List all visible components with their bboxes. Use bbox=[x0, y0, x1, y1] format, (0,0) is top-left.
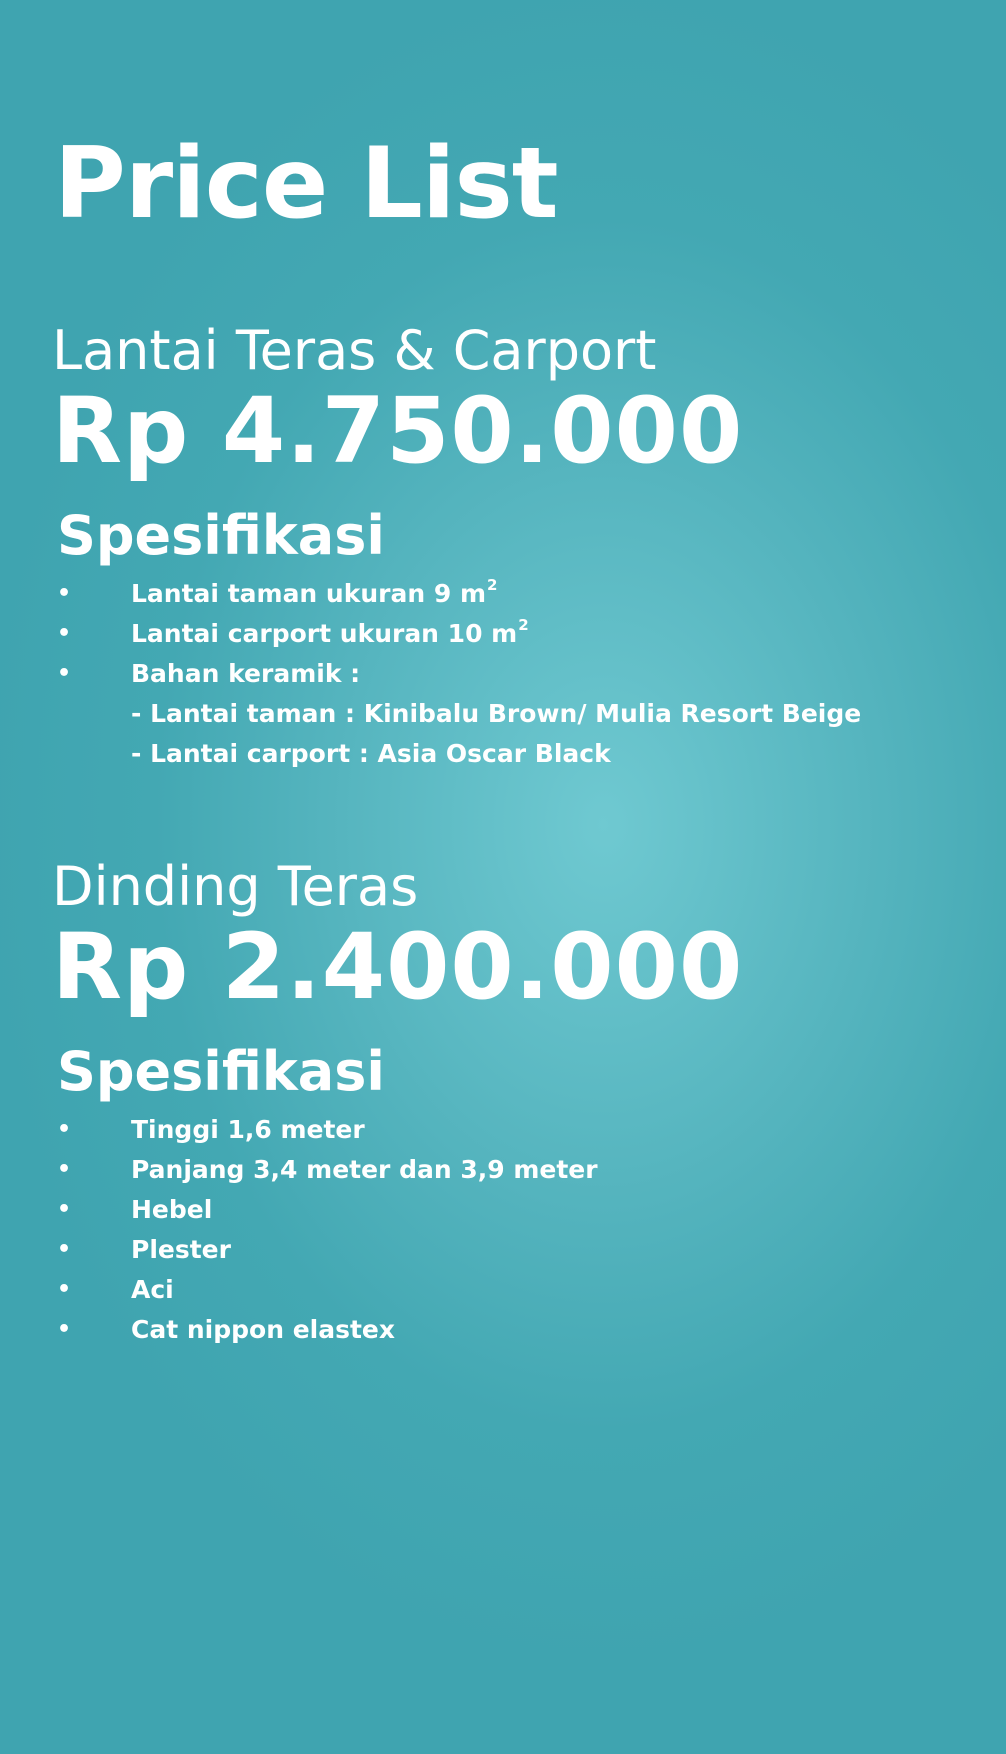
bullet-icon: • bbox=[57, 1197, 72, 1222]
bullet-icon: • bbox=[57, 1157, 72, 1182]
spec-item-label: Hebel bbox=[131, 1195, 213, 1224]
list-item bbox=[0, 1190, 1006, 1230]
spec-item-label: Cat nippon elastex bbox=[131, 1315, 396, 1344]
list-item bbox=[0, 1150, 1006, 1190]
spec-item-text bbox=[131, 614, 529, 657]
list-item bbox=[0, 1110, 1006, 1150]
list-item bbox=[0, 574, 1006, 614]
section-title: Lantai Teras & Carport bbox=[52, 319, 657, 382]
bullet-icon: • bbox=[57, 661, 72, 686]
price-value: Rp 2.400.000 bbox=[52, 915, 744, 1020]
bullet-icon: • bbox=[57, 621, 72, 646]
section-title: Dinding Teras bbox=[52, 855, 419, 918]
spec-heading: Spesifikasi bbox=[57, 504, 385, 567]
list-item bbox=[0, 654, 1006, 694]
spec-item-label: Tinggi 1,6 meter bbox=[131, 1115, 365, 1144]
spec-list bbox=[0, 574, 1006, 774]
list-sub-item bbox=[0, 694, 1006, 734]
list-item bbox=[0, 1310, 1006, 1350]
spec-item-label: Lantai carport ukuran 10 m bbox=[131, 619, 518, 648]
superscript: 2 bbox=[487, 576, 498, 594]
spec-item-label: Bahan keramik : bbox=[131, 659, 361, 688]
bullet-icon: • bbox=[57, 1277, 72, 1302]
spec-item-label: Plester bbox=[131, 1235, 231, 1264]
bullet-icon: • bbox=[57, 1237, 72, 1262]
spec-list bbox=[0, 1110, 1006, 1350]
spec-item-label: Lantai taman ukuran 9 m bbox=[131, 579, 487, 608]
spec-heading: Spesifikasi bbox=[57, 1040, 385, 1103]
list-item bbox=[0, 1270, 1006, 1310]
list-item bbox=[0, 1230, 1006, 1270]
spec-item-label: Aci bbox=[131, 1275, 174, 1304]
list-item bbox=[0, 614, 1006, 654]
spec-item-label: Panjang 3,4 meter dan 3,9 meter bbox=[131, 1155, 598, 1184]
price-value: Rp 4.750.000 bbox=[52, 379, 744, 484]
spec-item-text bbox=[131, 574, 497, 617]
sub-item-text: - Lantai taman : Kinibalu Brown/ Mulia Resort Beige bbox=[131, 699, 862, 728]
superscript: 2 bbox=[518, 616, 529, 634]
bullet-icon: • bbox=[57, 581, 72, 606]
bullet-icon: • bbox=[57, 1317, 72, 1342]
bullet-icon: • bbox=[57, 1117, 72, 1142]
list-sub-item bbox=[0, 734, 1006, 774]
sub-item-text: - Lantai carport : Asia Oscar Black bbox=[131, 739, 611, 768]
page-title: Price List bbox=[54, 127, 558, 241]
